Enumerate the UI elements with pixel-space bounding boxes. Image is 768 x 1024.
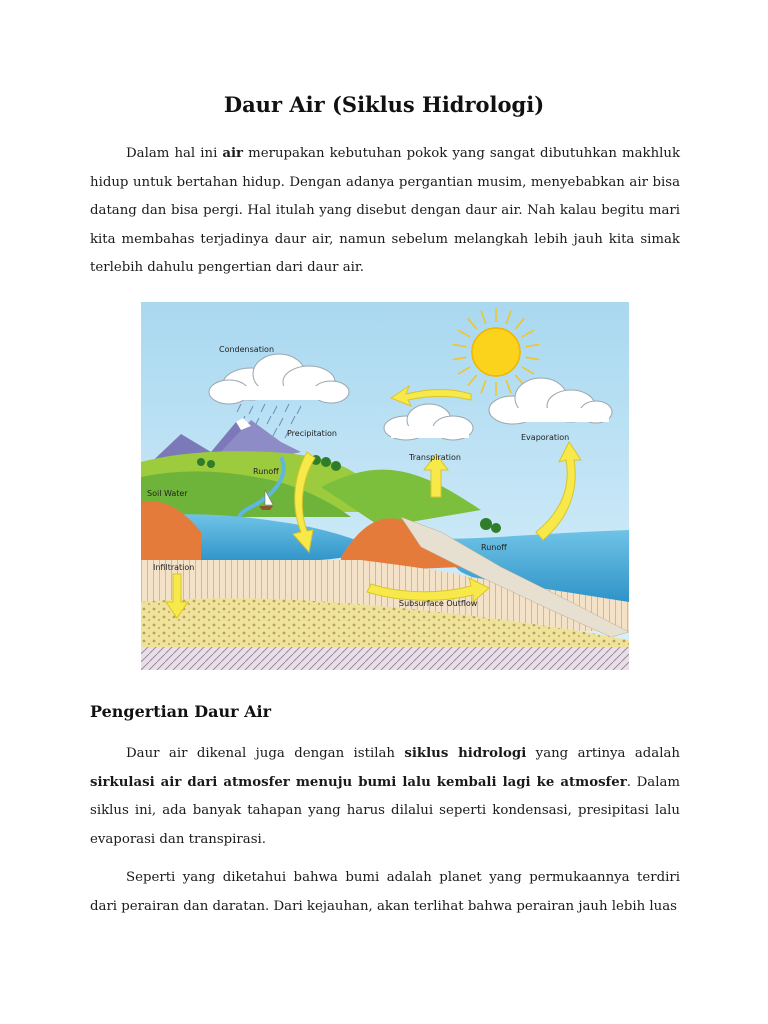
- label-subsurface-outflow: Subsurface Outflow: [399, 599, 478, 608]
- intro-text-2: merupakan kebutuhan pokok yang sangat dibutuhkan makhluk hidup untuk bertahan hidup. Dengan adanya pergantian musim, menyebabkan air bisa datang dan bisa pergi. Hal itulah yang disebut dengan daur air. Nah kalau begitu mari kita membahas terjadinya daur air, namun sebelum melangkah lebih jauh kita simak terlebih dahulu pengertian dari daur air.: [90, 146, 681, 275]
- label-runoff-right: Runoff: [481, 543, 507, 552]
- intro-text-1: Dalam hal ini: [126, 146, 223, 161]
- label-precipitation: Precipitation: [287, 429, 338, 438]
- label-transpiration: Transpiration: [409, 453, 461, 462]
- label-condensation: Condensation: [219, 345, 275, 354]
- def-text-1: Daur air dikenal juga dengan istilah: [126, 746, 405, 761]
- water-cycle-diagram: [141, 302, 629, 670]
- def-text-2: yang artinya adalah: [526, 746, 680, 761]
- def-text-3: . Dalam siklus ini, ada banyak tahapan yang harus dilalui seperti kondensasi, presipitasi lalu evaporasi dan transpirasi.: [90, 774, 680, 847]
- intro-paragraph: [90, 140, 680, 283]
- earth-paragraph: Seperti yang diketahui bahwa bumi adalah planet yang permukaannya terdiri dari perairan dan daratan. Dari kejauhan, akan terlihat bahwa perairan jauh lebih luas: [90, 870, 680, 914]
- def-bold-1: siklus hidrologi: [404, 746, 527, 761]
- label-soil-water: Soil Water: [147, 489, 188, 498]
- label-evaporation: Evaporation: [521, 433, 570, 442]
- intro-bold-air: air: [222, 146, 244, 161]
- section-heading: Pengertian Daur Air: [90, 702, 272, 721]
- bedrock-layer: [141, 647, 629, 670]
- page-title: Daur Air (Siklus Hidrologi): [223, 92, 545, 117]
- definition-paragraph: [90, 740, 680, 854]
- def-bold-2: sirkulasi air dari atmosfer menuju bumi lalu kembali lagi ke atmosfer: [90, 774, 627, 790]
- label-runoff-left: Runoff: [253, 467, 279, 476]
- label-infiltration: Infiltration: [153, 563, 195, 572]
